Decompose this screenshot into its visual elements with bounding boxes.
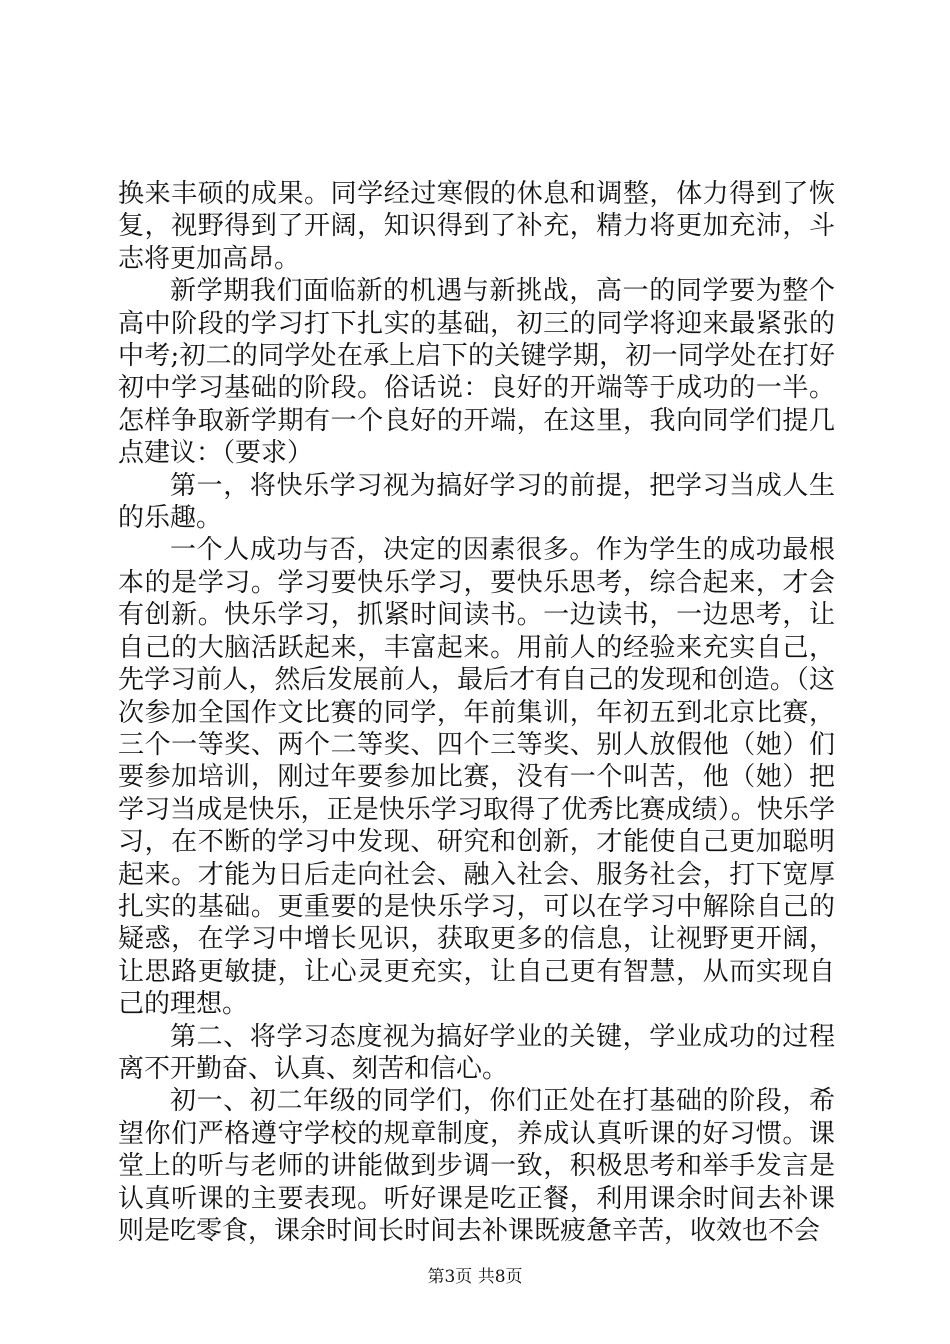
paragraph-3: 第一，将快乐学习视为搞好学习的前提，把学习当成人生的乐趣。: [118, 470, 835, 534]
paragraph-1: 换来丰硕的成果。同学经过寒假的休息和调整，体力得到了恢复，视野得到了开阔，知识得到了补充，精力将更加充沛，斗志将更加高昂。: [118, 179, 835, 274]
paragraph-6: 初一、初二年级的同学们，你们正处在打基础的阶段，希望你们严格遵守学校的规章制度，养成认真听课的好习惯。课堂上的听与老师的讲能做到步调一致，积极思考和举手发言是认真听课的主要表现。听好课是吃正餐，利用课余时间去补课则是吃零食，课余时间长时间去补课既疲惫辛苦，收效也不会: [118, 1086, 835, 1246]
paragraph-4: 一个人成功与否，决定的因素很多。作为学生的成功最根本的是学习。学习要快乐学习，要快乐思考，综合起来，才会有创新。快乐学习，抓紧时间读书。一边读书，一边思考，让自己的大脑活跃起来，丰富起来。用前人的经验来充实自己，先学习前人，然后发展前人，最后才有自己的发现和创造。（这次参加全国作文比赛的同学，年前集训，年初五到北京比赛，三个一等奖、两个二等奖、四个三等奖、别人放假他（她）们要参加培训，刚过年要参加比赛，没有一个叫苦，他（她）把学习当成是快乐，正是快乐学习取得了优秀比赛成绩）。快乐学习，在不断的学习中发现、研究和创新，才能使自己更加聪明起来。才能为日后走向社会、融入社会、服务社会，打下宽厚扎实的基础。更重要的是快乐学习，可以在学习中解除自己的疑惑，在学习中增长见识，获取更多的信息，让视野更开阔，让思路更敏捷，让心灵更充实，让自己更有智慧，从而实现自己的理想。: [118, 535, 835, 1020]
document-body: [118, 178, 835, 1247]
paragraph-2: 新学期我们面临新的机遇与新挑战，高一的同学要为整个高中阶段的学习打下扎实的基础，初三的同学将迎来最紧张的中考;初二的同学处在承上启下的关键学期，初一同学处在打好初中学习基础的阶段。俗话说：良好的开端等于成功的一半。怎样争取新学期有一个良好的开端，在这里，我向同学们提几点建议：（要求）: [118, 276, 835, 469]
paragraph-5: 第二、将学习态度视为搞好学业的关键，学业成功的过程离不开勤奋、认真、刻苦和信心。: [118, 1021, 835, 1084]
page-footer: 第3页 共8页: [427, 1267, 523, 1287]
